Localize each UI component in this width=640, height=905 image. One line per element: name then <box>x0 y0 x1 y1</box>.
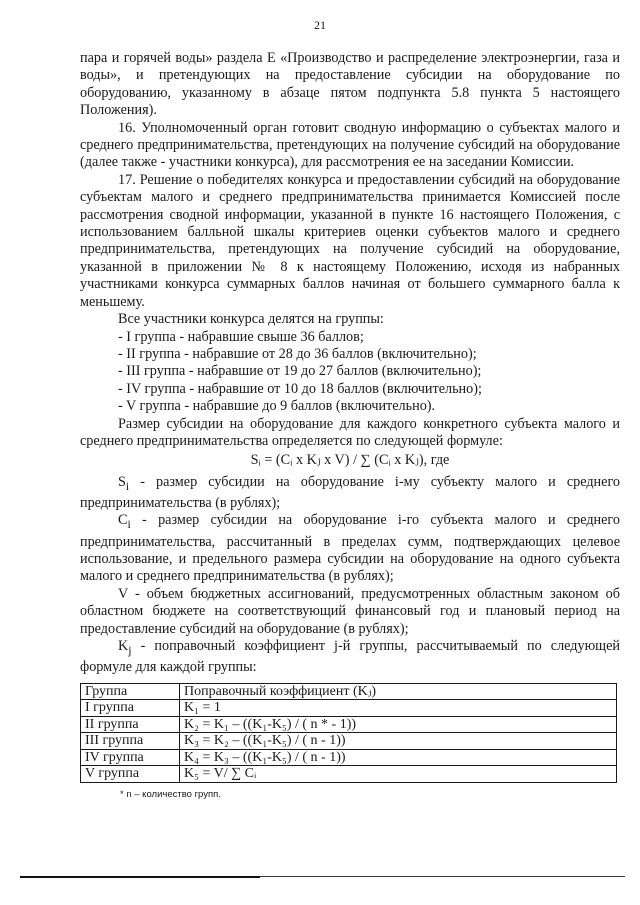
coefficient-table <box>80 683 617 783</box>
definition-kj <box>80 638 620 677</box>
definition-kj-term: K <box>118 638 129 655</box>
definition-si-subscript: i <box>125 478 130 493</box>
definition-si <box>80 474 620 513</box>
group-item-5: - V группа - набравшие до 9 баллов (включительно). <box>118 398 436 415</box>
table-row <box>81 700 617 717</box>
group-item-1: - I группа - набравшие свыше 36 баллов; <box>118 328 364 345</box>
paragraph-16: 16. Уполномоченный орган готовит сводную информацию о субъектах малого и среднего предпринимательства, претендующих на получение субсидий на оборудование (далее также - участники конкурса), для рассмотрения ее на заседании Комиссии. <box>80 119 620 171</box>
table-cell-group: II группа <box>81 716 180 733</box>
definition-kj-subscript: j <box>128 642 132 657</box>
table-cell-formula: K₂ = K₁ – ((K₁-K₅) / ( n * - 1)) <box>180 716 617 733</box>
table-row <box>81 733 617 750</box>
definition-si-text: - размер субсидии на оборудование i-му субъекту малого и среднего предпринимательства (в рублях); <box>80 473 620 511</box>
definition-v: V - объем бюджетных ассигнований, предусмотренных областным законом об областном бюджете на соответствующий финансовый год и плановый период на предоставление субсидий на оборудование (в рублях); <box>80 585 620 637</box>
definition-ci-text: - размер субсидии на оборудование i-го субъекта малого и среднего предпринимательства, рассчитанный в пределах сумм, подтверждающих целевое использование, и предельного размера субсидии на оборудование на одного субъекта малого и среднего предпринимательства (в рублях); <box>80 512 620 585</box>
definition-ci-term: C <box>118 512 128 529</box>
definition-ci-subscript: i <box>127 517 131 532</box>
table-header-coefficient: Поправочный коэффициент (Kⱼ) <box>180 683 617 700</box>
table-row <box>81 716 617 733</box>
table-cell-group: IV группа <box>81 749 180 766</box>
definition-ci <box>80 512 620 585</box>
group-item-4: - IV группа - набравшие от 10 до 18 баллов (включительно); <box>118 380 482 397</box>
groups-intro: Все участники конкурса делятся на группы: <box>118 311 384 328</box>
paragraph-continuation: пара и горячей воды» раздела Е «Производство и распределение электроэнергии, газа и воды», и претендующих на предоставление субсидии на оборудование по оборудованию, указанному в абзаце пятом подпункта 5.8 пункта 5 настоящего Положения). <box>80 50 620 119</box>
table-row <box>81 749 617 766</box>
page-number: 21 <box>314 18 326 32</box>
table-cell-formula: K₅ = V/ ∑ Cᵢ <box>180 766 617 783</box>
scan-edge-shadow <box>20 876 260 878</box>
table-row <box>81 766 617 783</box>
table-cell-formula: K₃ = K₂ – ((K₁-K₅) / ( n - 1)) <box>180 733 617 750</box>
subsidy-formula: Sᵢ = (Cᵢ x Kⱼ x V) / ∑ (Cᵢ x Kⱼ), где <box>250 452 450 469</box>
definition-si-term: S <box>118 473 126 490</box>
definition-kj-text: - поправочный коэффициент j-й группы, рассчитываемый по следующей формуле для каждой группы: <box>80 638 620 676</box>
table-cell-group: I группа <box>81 700 180 717</box>
group-item-3: - III группа - набравшие от 19 до 27 баллов (включительно); <box>118 363 482 380</box>
footnote: * n – количество групп. <box>120 788 221 800</box>
subsidy-size-intro: Размер субсидии на оборудование для каждого конкретного субъекта малого и среднего предпринимательства определяется по следующей формуле: <box>80 415 620 449</box>
document-body <box>80 50 620 803</box>
table-cell-group: V группа <box>81 766 180 783</box>
table-cell-formula: K₄ = K₃ – ((K₁-K₅) / ( n - 1)) <box>180 749 617 766</box>
table-cell-group: III группа <box>81 733 180 750</box>
table-header-group: Группа <box>81 683 180 700</box>
paragraph-17: 17. Решение о победителях конкурса и предоставлении субсидий на оборудование субъектам малого и среднего предпринимательства принимается Комиссией после рассмотрения сводной информации, указанной в пункте 16 настоящего Положения, с использованием балльной шкалы критериев оценки субъектов малого и среднего предпринимательства, претендующих на получение субсидий на оборудование, указанной в приложении № 8 к настоящему Положению, исходя из набранных участниками конкурса суммарных баллов начиная от большего суммарного балла к меньшему. <box>80 171 620 310</box>
group-item-2: - II группа - набравшие от 28 до 36 баллов (включительно); <box>118 345 477 362</box>
table-cell-formula: K₁ = 1 <box>180 700 617 717</box>
table-header-row <box>81 683 617 700</box>
